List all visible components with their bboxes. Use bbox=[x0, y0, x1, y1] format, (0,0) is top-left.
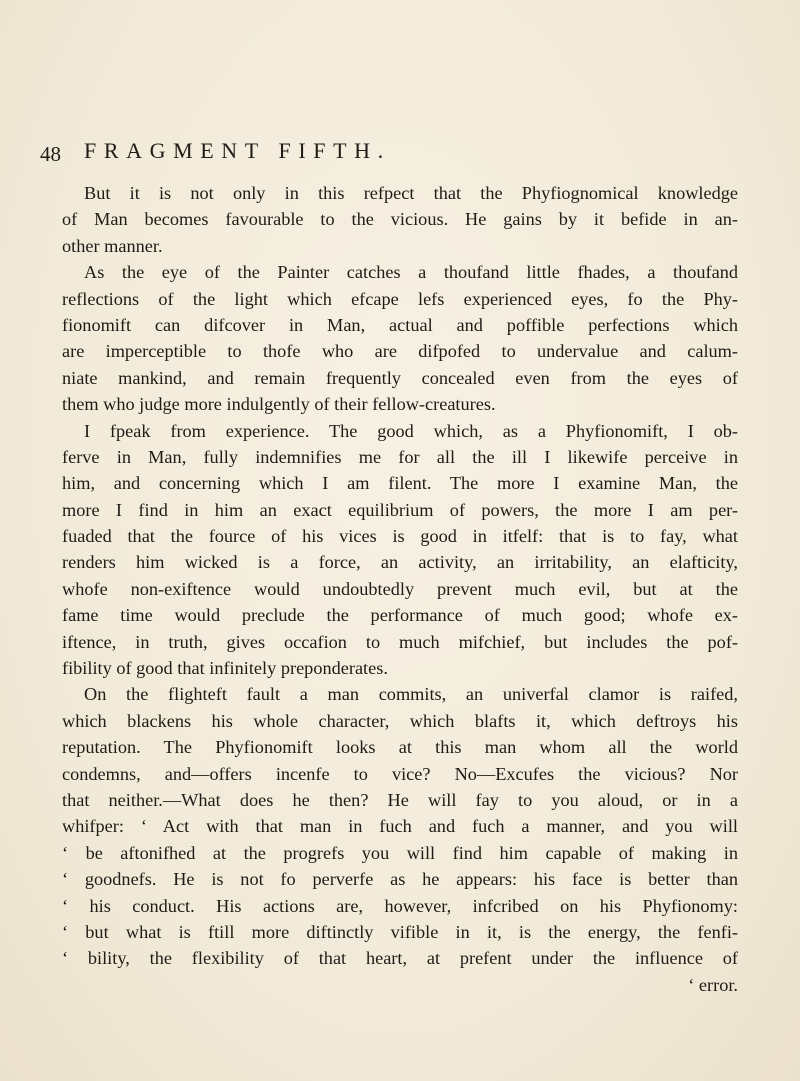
text-line: whifper: ‘ Act with that man in fuch and fuch a manner, and you will bbox=[62, 816, 738, 837]
text-line: which blackens his whole character, which blafts it, which deftroys his bbox=[62, 710, 738, 731]
text-line: condemns, and—offers incenfe to vice? No—Excufes the vicious? Nor bbox=[62, 763, 738, 784]
text-line: niate mankind, and remain frequently concealed even from the eyes of bbox=[62, 367, 738, 388]
page-number: 48 bbox=[40, 142, 61, 166]
text-line: ‘ his conduct. His actions are, however, infcribed on his Phyfionomy: bbox=[62, 895, 738, 916]
chapter-title: FRAGMENT FIFTH. bbox=[84, 138, 391, 163]
text-line: But it is not only in this refpect that the Phyfiognomical knowledge bbox=[84, 183, 738, 203]
text-line: iftence, in truth, gives occafion to much mifchief, but includes the pof- bbox=[62, 631, 738, 652]
text-line: fame time would preclude the performance of much good; whofe ex- bbox=[62, 605, 738, 626]
text-line: As the eye of the Painter catches a thoufand little fhades, a thoufand bbox=[84, 262, 738, 283]
text-line: ‘ error. bbox=[688, 974, 738, 995]
text-line: other manner. bbox=[62, 235, 163, 256]
text-line: ‘ goodnefs. He is not fo perverfe as he appears: his face is better than bbox=[62, 869, 738, 890]
text-line: of Man becomes favourable to the vicious. He gains by it befide in an- bbox=[62, 209, 738, 230]
text-line: whofe non-exiftence would undoubtedly prevent much evil, but at the bbox=[62, 578, 738, 599]
text-line: fuaded that the fource of his vices is good in itfelf: that is to fay, what bbox=[62, 526, 738, 547]
text-line: him, and concerning which I am filent. The more I examine Man, the bbox=[62, 473, 738, 494]
text-line: more I find in him an exact equilibrium of powers, the more I am per- bbox=[62, 499, 738, 520]
text-line: are imperceptible to thofe who are difpofed to undervalue and calum- bbox=[62, 341, 738, 362]
text-line: fionomift can difcover in Man, actual and poffible perfections which bbox=[62, 314, 738, 335]
text-line: fibility of good that infinitely preponderates. bbox=[62, 658, 388, 679]
text-line: reflections of the light which efcape lefs experienced eyes, fo the Phy- bbox=[62, 288, 738, 309]
text-line: ferve in Man, fully indemnifies me for all the ill I likewife perceive in bbox=[62, 446, 738, 467]
text-line: reputation. The Phyfionomift looks at this man whom all the world bbox=[62, 737, 738, 758]
text-line: them who judge more indulgently of their fellow-creatures. bbox=[62, 394, 496, 415]
text-line: ‘ be aftonifhed at the progrefs you will find him capable of making in bbox=[62, 842, 738, 863]
text-line: that neither.—What does he then? He will fay to you aloud, or in a bbox=[62, 789, 738, 810]
text-line: I fpeak from experience. The good which, as a Phyfionomift, I ob- bbox=[84, 420, 738, 441]
text-line: ‘ but what is ftill more diftinctly vifible in it, is the energy, the fenfi- bbox=[62, 921, 738, 942]
text-line: On the flighteft fault a man commits, an univerfal clamor is raifed, bbox=[84, 684, 738, 705]
running-head bbox=[40, 138, 760, 170]
body-text bbox=[62, 180, 738, 998]
text-line: ‘ bility, the flexibility of that heart, at prefent under the influence of bbox=[62, 948, 738, 969]
text-line: renders him wicked is a force, an activity, an irritability, an elafticity, bbox=[62, 552, 738, 573]
